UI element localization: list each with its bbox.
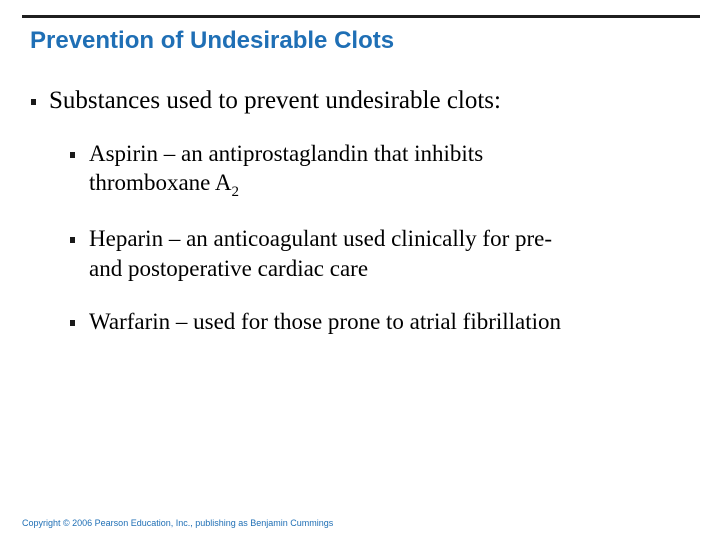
subscript-2: 2 <box>231 184 239 200</box>
sub-bullet-heparin-line2: and postoperative cardiac care <box>89 256 369 281</box>
slide-title: Prevention of Undesirable Clots <box>30 27 395 54</box>
aspirin-line2-text: thromboxane A <box>89 170 232 195</box>
sub-bullet-aspirin-line2 <box>89 168 239 201</box>
sub-bullet-warfarin-line1: Warfarin – used for those prone to atrial fibrillation <box>89 309 562 334</box>
sub-bullet-aspirin-line1: Aspirin – an antiprostaglandin that inhibits <box>89 141 484 166</box>
bullet-marker <box>70 320 75 326</box>
main-bullet-text: Substances used to prevent undesirable clots: <box>49 87 501 114</box>
copyright-footer: Copyright © 2006 Pearson Education, Inc., publishing as Benjamin Cummings <box>22 518 334 528</box>
bullet-marker <box>70 152 75 158</box>
title-rule <box>22 15 700 18</box>
bullet-marker <box>70 237 75 243</box>
sub-bullet-heparin-line1: Heparin – an anticoagulant used clinically for pre- <box>89 226 553 251</box>
bullet-marker <box>31 99 36 105</box>
